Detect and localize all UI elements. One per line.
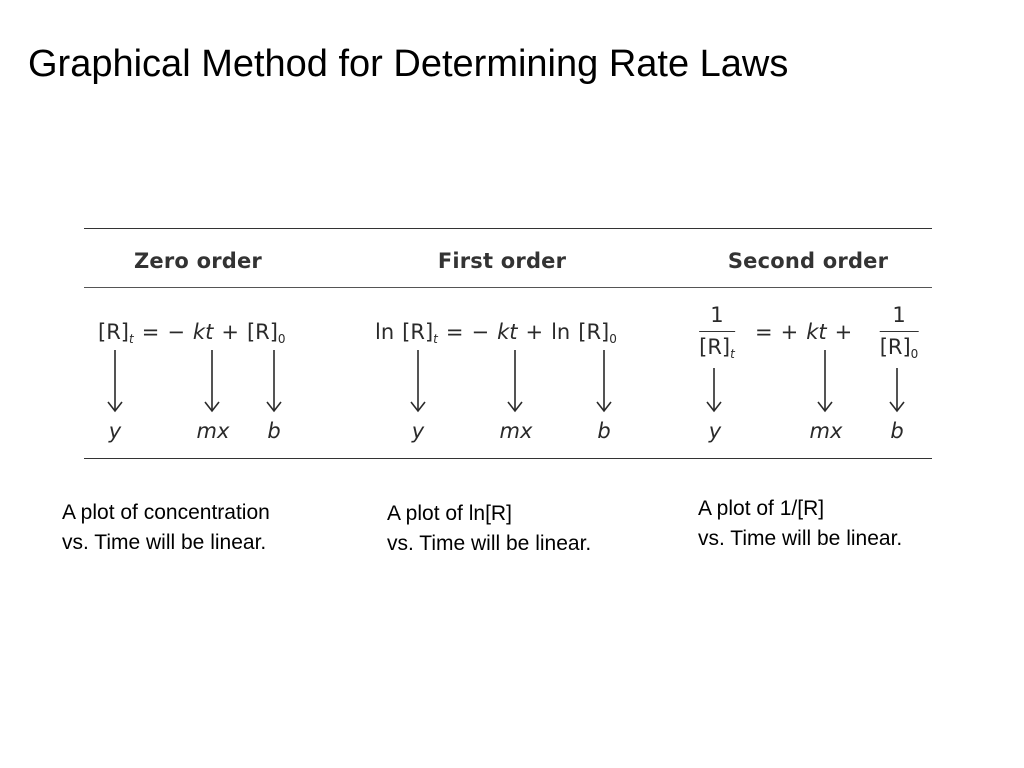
caption-first-order: A plot of ln[R] vs. Time will be linear.	[387, 502, 592, 555]
initial-concentration-term: $[R]_0$	[578, 320, 617, 346]
slope-label: mx	[809, 419, 843, 443]
second-order-equation: = + kt +	[755, 320, 853, 344]
table-top-rule	[84, 228, 932, 229]
down-arrow-icon	[408, 350, 428, 414]
caption-zero-order: A plot of concentration vs. Time will be linear.	[62, 501, 270, 554]
concentration-term: $[R]_t$	[402, 320, 438, 346]
y-label: y	[411, 419, 425, 443]
down-arrow-icon	[105, 350, 125, 414]
down-arrow-icon	[887, 368, 907, 414]
slide-title: Graphical Method for Determining Rate Laws	[28, 43, 789, 85]
down-arrow-icon	[815, 350, 835, 414]
down-arrow-icon	[594, 350, 614, 414]
table-bottom-rule	[84, 458, 932, 459]
initial-concentration-term: $[R]_0$	[246, 320, 286, 346]
table-header-rule	[84, 287, 932, 288]
rate-law-table	[84, 228, 932, 459]
reciprocal-initial-concentration-fraction: $\frac{1}{[R]_0}$	[880, 302, 919, 367]
reciprocal-concentration-fraction: $\frac{1}{[R]_t}$	[699, 302, 735, 367]
caption-second-order: A plot of 1/[R] vs. Time will be linear.	[698, 497, 903, 550]
header-first-order: First order	[437, 249, 567, 273]
down-arrow-icon	[704, 368, 724, 414]
concentration-term: $[R]_t$	[98, 320, 134, 346]
header-zero-order: Zero order	[134, 249, 262, 273]
down-arrow-icon	[202, 350, 222, 414]
slope-label: mx	[196, 419, 230, 443]
zero-order-equation: $[R]_t$ = − kt + $[R]_0$	[98, 320, 286, 346]
down-arrow-icon	[264, 350, 284, 414]
rate-term: kt	[192, 320, 214, 344]
y-label: y	[108, 419, 122, 443]
down-arrow-icon	[505, 350, 525, 414]
first-order-equation: $\ln [R]_t$ = − kt + $\ln [R]_0$	[375, 320, 617, 346]
header-second-order: Second order	[727, 249, 889, 273]
rate-term: kt	[806, 320, 827, 344]
slope-label: mx	[499, 419, 533, 443]
intercept-label: b	[597, 419, 611, 443]
intercept-label: b	[267, 419, 281, 443]
rate-term: kt	[497, 320, 518, 344]
intercept-label: b	[890, 419, 904, 443]
y-label: y	[708, 419, 722, 443]
